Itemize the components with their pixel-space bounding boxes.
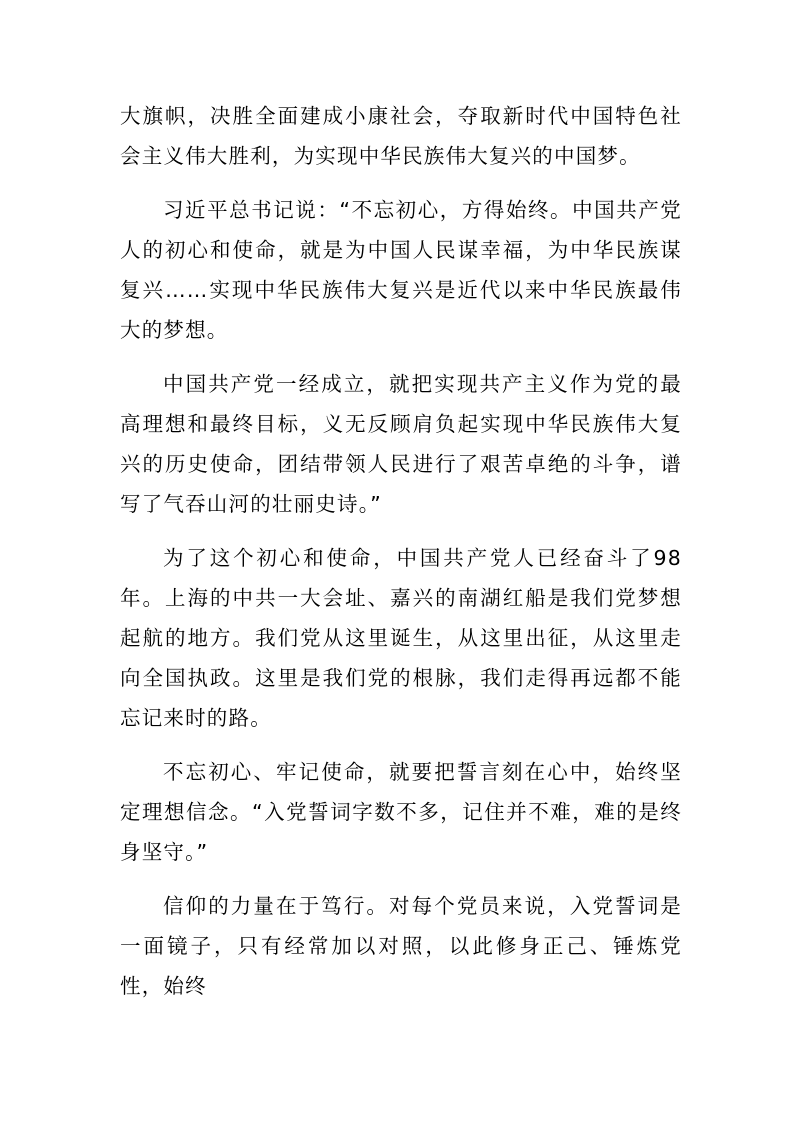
paragraph-2: 习近平总书记说：“不忘初心，方得始终。中国共产党人的初心和使命，就是为中国人民谋幸福，为中华民族谋复兴……实现中华民族伟大复兴是近代以来中华民族最伟大的梦想。 — [120, 198, 682, 342]
document-body — [120, 96, 682, 1020]
paragraph-6: 信仰的力量在于笃行。对每个党员来说，入党誓词是一面镜子，只有经常加以对照，以此修身正己、锤炼党性，始终 — [120, 894, 682, 998]
paragraph-1: 大旗帜，决胜全面建成小康社会，夺取新时代中国特色社会主义伟大胜利，为实现中华民族伟大复兴的中国梦。 — [120, 104, 682, 168]
paragraph-5: 不忘初心、牢记使命，就要把誓言刻在心中，始终坚定理想信念。“入党誓词字数不多，记住并不难，难的是终身坚守。” — [120, 760, 682, 864]
paragraph-3: 中国共产党一经成立，就把实现共产主义作为党的最高理想和最终目标，义无反顾肩负起实现中华民族伟大复兴的历史使命，团结带领人民进行了艰苦卓绝的斗争，谱写了气吞山河的壮丽史诗。” — [120, 372, 682, 516]
paragraph-4: 为了这个初心和使命，中国共产党人已经奋斗了98年。上海的中共一大会址、嘉兴的南湖红船是我们党梦想起航的地方。我们党从这里诞生，从这里出征，从这里走向全国执政。这里是我们党的根脉，我们走得再远都不能忘记来时的路。 — [120, 546, 682, 730]
